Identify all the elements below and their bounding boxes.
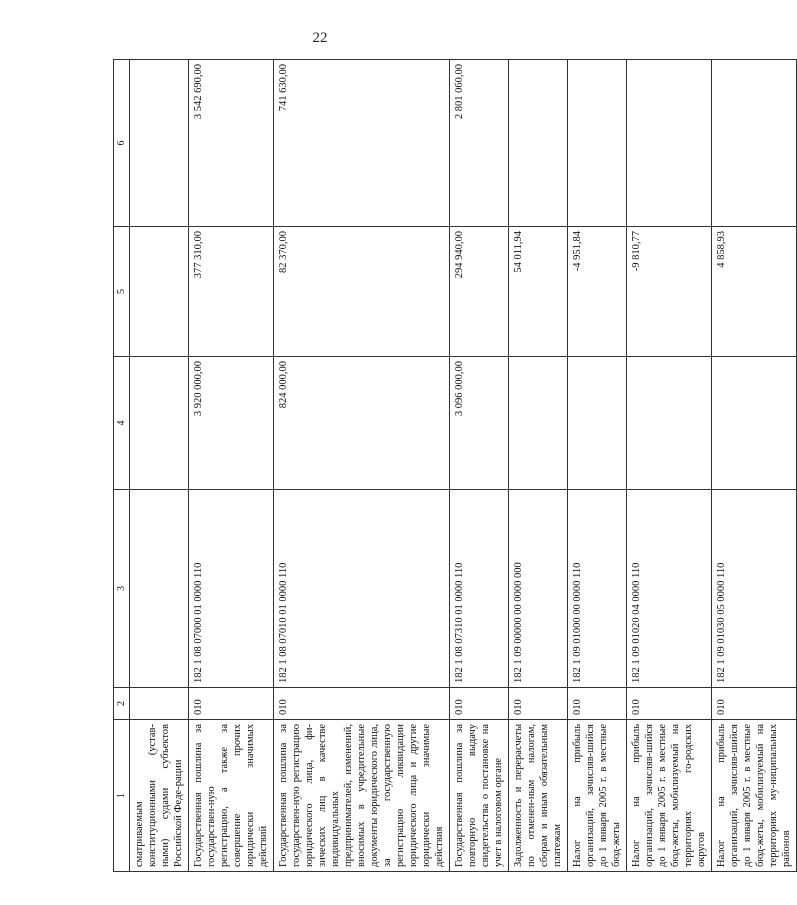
row-col6: 3 542 690,00 [189,60,274,227]
row-col6 [568,60,627,227]
table-row [712,60,797,872]
row-code [130,688,189,720]
header-cell: 1 [114,720,130,872]
table-row [568,60,627,872]
row-name: Налог на прибыль организаций, зачисляв-шийся до 1 января 2005 г. в местные бюд-жеты [568,720,627,872]
row-name: Налог на прибыль организаций, зачисляв-шийся до 1 января 2005 г. в местные бюд-жеты, мобилизуемый на территориях го-родских округов [627,720,712,872]
row-col5: -4 951,84 [568,227,627,357]
row-kbk: 182 1 09 00000 00 0000 000 [509,490,568,688]
row-kbk [130,490,189,688]
row-name: Государственная пошлина за государствен-ную регистрацию, а также за совершение прочих юридически значимых действий [189,720,274,872]
row-code: 010 [189,688,274,720]
header-cell: 5 [114,227,130,357]
row-name: Задолженность и перерасчеты по отменен-ным налогам, сборам и иным обязательным платежам [509,720,568,872]
row-kbk: 182 1 08 07000 01 0000 110 [189,490,274,688]
row-col4: 824 000,00 [274,357,450,490]
row-code: 010 [627,688,712,720]
header-cell: 2 [114,688,130,720]
row-col6: 2 801 060,00 [450,60,509,227]
table-row [509,60,568,872]
table-row [450,60,509,872]
row-col4: 3 920 000,00 [189,357,274,490]
row-col5: -9 810,77 [627,227,712,357]
row-code: 010 [568,688,627,720]
row-col4 [627,357,712,490]
row-col5: 54 011,94 [509,227,568,357]
row-code: 010 [274,688,450,720]
row-col4 [712,357,797,490]
row-kbk: 182 1 08 07310 01 0000 110 [450,490,509,688]
header-cell: 3 [114,490,130,688]
row-col4 [509,357,568,490]
row-name: Налог на прибыль организаций, зачисляв-шийся до 1 января 2005 г. в местные бюд-жеты, мобилизуемый на территориях му-ниципальных районов [712,720,797,872]
table-row [274,60,450,872]
row-name: Государственная пошлина за повторную выдачу свидетельства о постановке на учет в налоговом органе [450,720,509,872]
row-code: 010 [509,688,568,720]
row-code: 010 [712,688,797,720]
row-col5: 377 310,00 [189,227,274,357]
row-code: 010 [450,688,509,720]
row-col6: 741 630,00 [274,60,450,227]
row-col6 [130,60,189,227]
row-col6 [509,60,568,227]
row-kbk: 182 1 08 07010 01 0000 110 [274,490,450,688]
row-col4 [130,357,189,490]
row-col4 [568,357,627,490]
row-col6 [627,60,712,227]
row-col5: 4 858,93 [712,227,797,357]
table-row [130,60,189,872]
row-col4: 3 096 000,00 [450,357,509,490]
revenue-table [113,59,797,872]
row-col6 [712,60,797,227]
page-number: 22 [312,30,328,46]
row-name: сматриваемым конституционными (устав-ными) судами субъектов Российской Феде-рации [130,720,189,872]
row-col5 [130,227,189,357]
row-kbk: 182 1 09 01020 04 0000 110 [627,490,712,688]
header-row [114,60,130,872]
row-name: Государственная пошлина за государствен-ную регистрацию юридического лица, фи-зических лиц в качестве индивидуальных предпринимателей, изменений, вносимых в учредительные документы юридического лица, за государственную регистрацию ликвидации юридического лица и другие юридически значимые действия [274,720,450,872]
table-row [627,60,712,872]
row-kbk: 182 1 09 01000 00 0000 110 [568,490,627,688]
header-cell: 6 [114,60,130,227]
table-row [189,60,274,872]
row-col5: 294 940,00 [450,227,509,357]
rotated-table-container [113,60,792,872]
header-cell: 4 [114,357,130,490]
row-col5: 82 370,00 [274,227,450,357]
row-kbk: 182 1 09 01030 05 0000 110 [712,490,797,688]
